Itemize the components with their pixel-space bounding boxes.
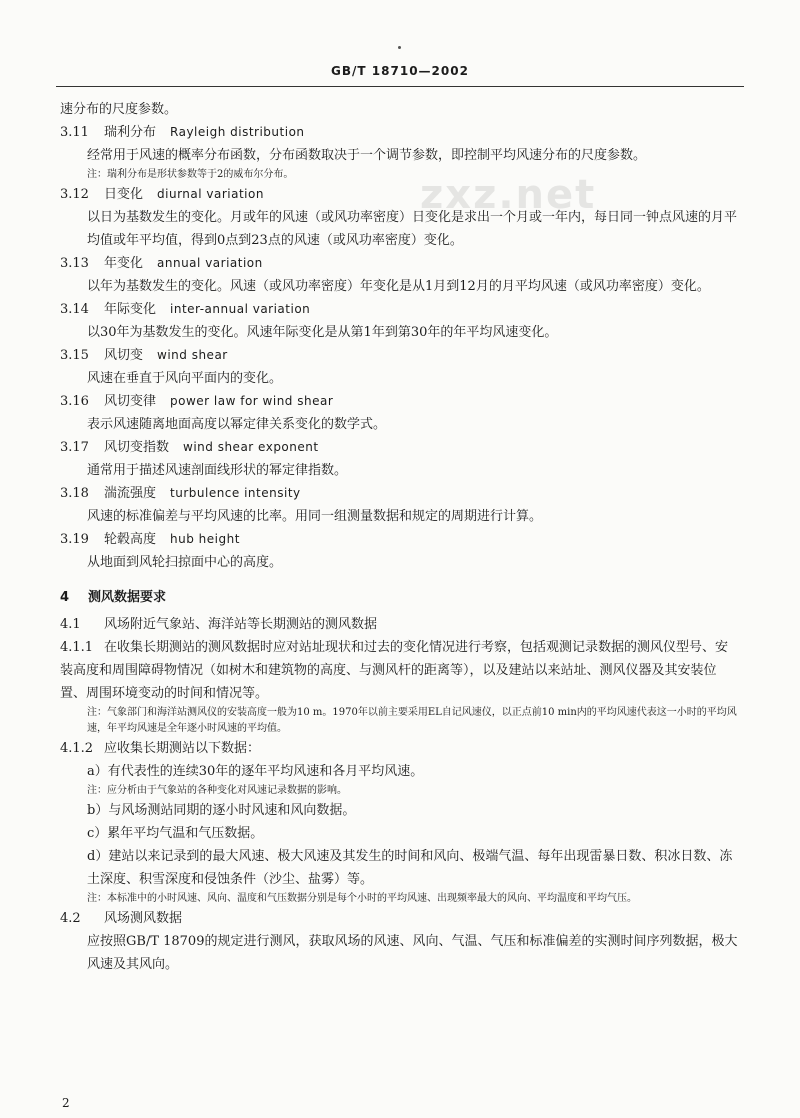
list-item-c: c）累年平均气温和气压数据。: [87, 826, 264, 841]
section-title: 风场附近气象站、海洋站等长期测站的测风数据: [104, 617, 378, 632]
term-en: wind shear: [157, 348, 228, 362]
term-zh: 轮毂高度: [104, 532, 157, 547]
term-zh: 日变化: [104, 187, 144, 202]
term-en: annual variation: [157, 256, 263, 270]
term-3-14: [60, 298, 740, 321]
term-en: Rayleigh distribution: [170, 125, 305, 139]
list-item-d: d）建站以来记录到的最大风速、极大风速及其发生的时间和风向、极端气温、每年出现雷暴日数、积冰日数、冻土深度、积雪深度和侵蚀条件（沙尘、盐雾）等。: [87, 849, 733, 887]
section-4-1-heading: [60, 613, 740, 636]
clause-text: 在收集长期测站的测风数据时应对站址现状和过去的变化情况进行考察，包括观测记录数据的测风仪型号、安装高度和周围障碍物情况（如树木和建筑物的高度、与测风杆的距离等），以及建站以来站址、测风仪器及其安装位置、周围环境变动的时间和情况等。: [60, 640, 729, 701]
term-3-11: [60, 121, 740, 144]
term-definition: 通常用于描述风速剖面线形状的幂定律指数。: [87, 463, 348, 478]
term-number: 3.15: [60, 348, 89, 363]
clause-4-1-1: [60, 636, 740, 705]
term-number: 3.16: [60, 394, 89, 409]
term-3-19: [60, 528, 740, 551]
watermark: zxz.net: [420, 172, 597, 218]
term-definition: 风速在垂直于风向平面内的变化。: [87, 371, 283, 386]
term-note: 注：瑞利分布是形状参数等于2的威布尔分布。: [87, 169, 294, 180]
term-number: 3.13: [60, 256, 89, 271]
term-3-15: [60, 344, 740, 367]
list-item-d-note: 注：本标准中的小时风速、风向、温度和气压数据分别是每个小时的平均风速、出现频率最大的风向、平均温度和平均气压。: [87, 893, 637, 904]
standard-header: GB/T 18710—2002: [331, 64, 469, 78]
term-definition: 从地面到风轮扫掠面中心的高度。: [87, 555, 283, 570]
term-number: 3.14: [60, 302, 89, 317]
section-number: 4: [60, 590, 70, 605]
term-number: 3.19: [60, 532, 89, 547]
clause-4-2-text: 应按照GB/T 18709的规定进行测风，获取风场的风速、风向、气温、气压和标准偏差的实测时间序列数据，极大风速及其风向。: [87, 934, 738, 972]
term-zh: 年变化: [104, 256, 144, 271]
term-3-12: [60, 183, 740, 206]
term-zh: 风切变指数: [104, 440, 170, 455]
header-rule: [56, 86, 744, 87]
continued-text: 速分布的尺度参数。: [60, 102, 178, 117]
term-definition: 风速的标准偏差与平均风速的比率。用同一组测量数据和规定的周期进行计算。: [87, 509, 543, 524]
term-zh: 湍流强度: [104, 486, 157, 501]
term-number: 3.17: [60, 440, 89, 455]
term-definition: 以年为基数发生的变化。风速（或风功率密度）年变化是从1月到12月的月平均风速（或风功率密度）变化。: [87, 279, 710, 294]
section-title: 测风数据要求: [88, 590, 167, 605]
section-title: 风场测风数据: [104, 911, 183, 926]
term-definition: 表示风速随离地面高度以幂定律关系变化的数学式。: [87, 417, 387, 432]
term-number: 3.11: [60, 125, 89, 140]
term-zh: 瑞利分布: [104, 125, 157, 140]
term-en: diurnal variation: [157, 187, 264, 201]
term-zh: 风切变: [104, 348, 144, 363]
term-en: wind shear exponent: [183, 440, 319, 454]
section-4-heading: [60, 586, 740, 609]
term-zh: 年际变化: [104, 302, 157, 317]
term-en: hub height: [170, 532, 240, 546]
term-definition: 经常用于风速的概率分布函数，分布函数取决于一个调节参数，即控制平均风速分布的尺度参数。: [87, 148, 647, 163]
section-number: 4.2: [60, 911, 81, 926]
page-number: 2: [62, 1096, 70, 1110]
clause-4-1-2: [60, 737, 740, 760]
document-body: [60, 98, 740, 976]
term-number: 3.12: [60, 187, 89, 202]
term-en: turbulence intensity: [170, 486, 301, 500]
clause-number: 4.1.1: [60, 640, 94, 655]
clause-note: 注：气象部门和海洋站测风仪的安装高度一般为10 m。1970年以前主要采用EL自记风速仪，以正点前10 min内的平均风速代表这一小时的平均风速，年平均风速是全年逐小时风速的平均值。: [87, 707, 737, 734]
term-3-17: [60, 436, 740, 459]
term-en: inter-annual variation: [170, 302, 311, 316]
term-3-18: [60, 482, 740, 505]
clause-text: 应收集长期测站以下数据：: [104, 741, 261, 756]
section-number: 4.1: [60, 617, 81, 632]
list-item-a: a）有代表性的连续30年的逐年平均风速和各月平均风速。: [87, 764, 424, 779]
term-number: 3.18: [60, 486, 89, 501]
term-3-16: [60, 390, 740, 413]
term-definition: 以日为基数发生的变化。月或年的风速（或风功率密度）日变化是求出一个月或一年内，每日同一钟点风速的月平均值或年平均值，得到0点到23点的风速（或风功率密度）变化。: [87, 210, 738, 248]
list-item-a-note: 注：应分析由于气象站的各种变化对风速记录数据的影响。: [87, 785, 347, 796]
term-en: power law for wind shear: [170, 394, 334, 408]
header-dot: [398, 46, 401, 49]
term-definition: 以30年为基数发生的变化。风速年际变化是从第1年到第30年的年平均风速变化。: [87, 325, 558, 340]
clause-number: 4.1.2: [60, 741, 94, 756]
list-item-b: b）与风场测站同期的逐小时风速和风向数据。: [87, 803, 356, 818]
term-3-13: [60, 252, 740, 275]
term-zh: 风切变律: [104, 394, 157, 409]
section-4-2-heading: [60, 907, 740, 930]
